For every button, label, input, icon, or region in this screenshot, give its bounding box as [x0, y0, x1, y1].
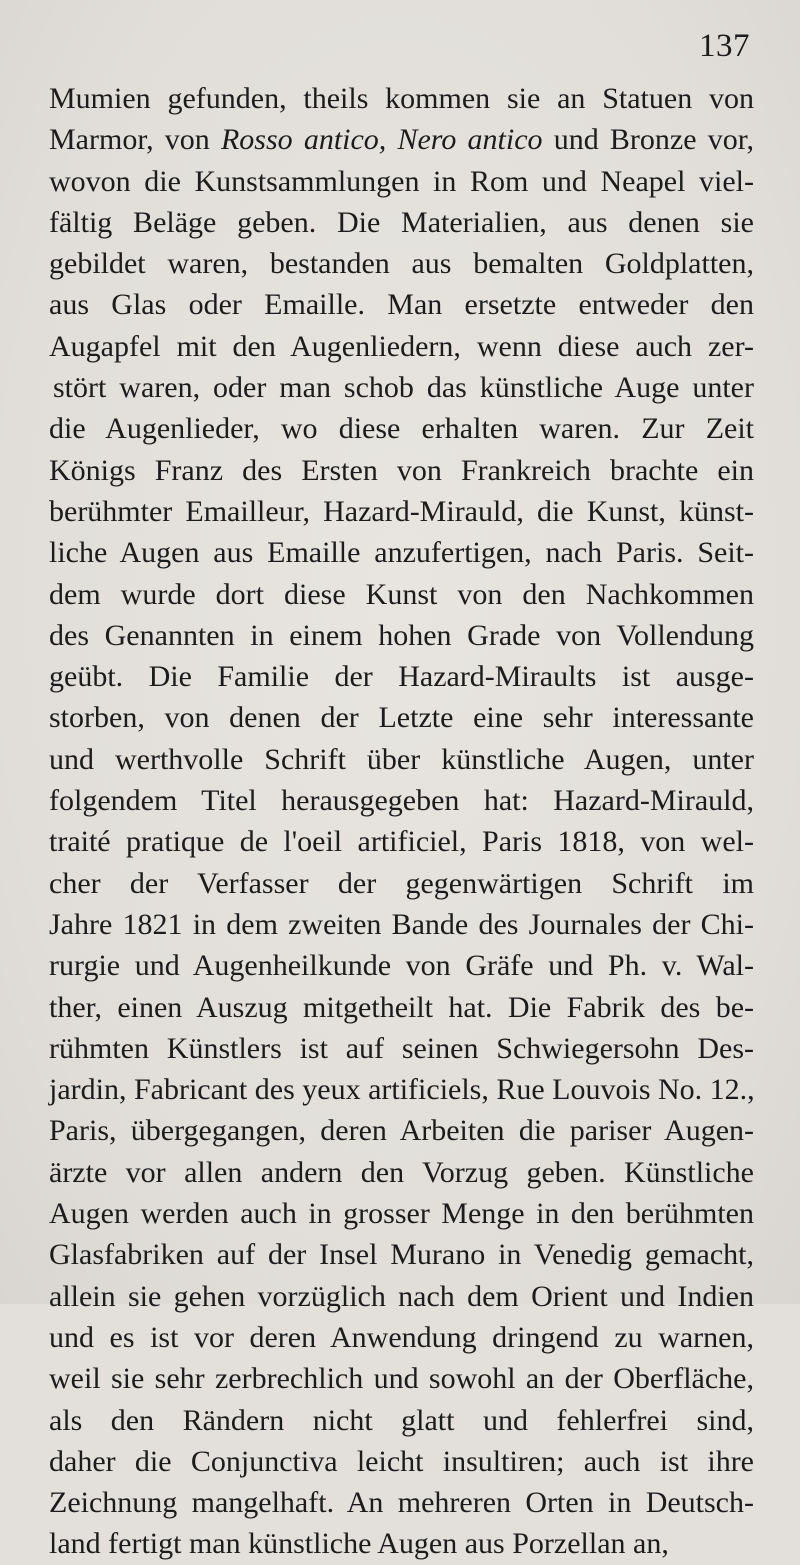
text-segment: stört waren, oder man schob das künstliche Auge unter — [53, 371, 754, 405]
text-segment: berühmter Emailleur, Hazard-Mirauld, die Kunst, künst- — [49, 494, 754, 528]
text-line — [49, 821, 754, 862]
text-segment: und werthvolle Schrift über künstliche Augen, unter — [49, 742, 754, 776]
text-line — [49, 904, 754, 945]
text-segment: Jahre 1821 in dem zweiten Bande des Journales der Chi- — [49, 907, 754, 941]
text-line — [49, 574, 754, 615]
text-segment: weil sie sehr zerbrechlich und sowohl an der Oberfläche, — [49, 1362, 754, 1396]
text-segment: rurgie und Augenheilkunde von Gräfe und Ph. v. Wal- — [49, 949, 754, 983]
text-segment: als den Rändern nicht glatt und fehlerfrei sind, — [49, 1403, 754, 1437]
text-segment: aus Glas oder Emaille. Man ersetzte entweder den — [49, 288, 754, 322]
text-line — [49, 532, 754, 573]
text-segment: wovon die Kunstsammlungen in Rom und Neapel viel- — [49, 164, 754, 198]
text-line — [49, 119, 754, 160]
text-line — [49, 780, 754, 821]
text-segment: allein sie gehen vorzüglich nach dem Orient und Indien — [49, 1279, 754, 1313]
text-line — [49, 491, 754, 532]
page-number: 137 — [699, 28, 750, 64]
text-line — [49, 1482, 754, 1523]
text-line — [49, 945, 754, 986]
text-segment: dem wurde dort diese Kunst von den Nachkommen — [49, 577, 754, 611]
text-segment: folgendem Titel herausgegeben hat: Hazard-Mirauld, — [49, 784, 754, 818]
text-segment: land fertigt man künstliche Augen aus Porzellan an, — [49, 1527, 669, 1561]
text-segment: rühmten Künstlers ist auf seinen Schwiegersohn Des- — [49, 1031, 754, 1065]
text-line — [49, 656, 754, 697]
text-segment: traité pratique de l'oeil artificiel, Paris 1818, von wel- — [49, 825, 754, 859]
text-segment: fältig Beläge geben. Die Materialien, aus denen sie — [49, 205, 754, 239]
text-line — [49, 202, 754, 243]
text-line — [49, 78, 754, 119]
text-segment: jardin, Fabricant des yeux artificiels, Rue Louvois No. 12., — [49, 1073, 755, 1107]
text-segment: die Augenlieder, wo diese erhalten waren. Zur Zeit — [49, 412, 754, 446]
text-line — [49, 1069, 754, 1110]
text-line — [49, 987, 754, 1028]
text-line — [49, 408, 754, 449]
text-segment: Marmor, von — [49, 123, 221, 157]
text-segment: gebildet waren, bestanden aus bemalten Goldplatten, — [49, 247, 754, 281]
text-line — [49, 1523, 754, 1564]
text-line — [49, 697, 754, 738]
text-line — [49, 1110, 754, 1151]
text-line — [49, 1276, 754, 1317]
text-line — [49, 243, 754, 284]
text-line — [49, 1234, 754, 1275]
text-line — [49, 367, 754, 408]
text-segment: Glasfabriken auf der Insel Murano in Venedig gemacht, — [49, 1238, 754, 1272]
text-line — [49, 1441, 754, 1482]
text-line — [49, 326, 754, 367]
italic-term: Rosso antico, Nero antico — [220, 123, 543, 157]
text-line — [49, 615, 754, 656]
text-segment: daher die Conjunctiva leicht insultiren; auch ist ihre — [49, 1444, 754, 1478]
text-segment: Paris, übergegangen, deren Arbeiten die pariser Augen- — [49, 1114, 754, 1148]
text-segment: Augapfel mit den Augenliedern, wenn diese auch zer- — [49, 329, 754, 363]
text-segment: geübt. Die Familie der Hazard-Miraults ist ausge- — [49, 660, 754, 694]
text-line — [49, 1152, 754, 1193]
text-segment: ärzte vor allen andern den Vorzug geben. Künstliche — [49, 1155, 754, 1189]
text-segment: cher der Verfasser der gegenwärtigen Schrift im — [49, 866, 754, 900]
text-line — [49, 284, 754, 325]
text-segment: liche Augen aus Emaille anzufertigen, nach Paris. Seit- — [49, 536, 754, 570]
text-line — [49, 1400, 754, 1441]
body-text — [49, 78, 754, 1565]
text-line — [49, 1028, 754, 1069]
text-line — [49, 1317, 754, 1358]
text-segment: storben, von denen der Letzte eine sehr interessante — [49, 701, 754, 735]
text-line — [49, 863, 754, 904]
text-segment: Zeichnung mangelhaft. An mehreren Orten in Deutsch- — [49, 1486, 754, 1520]
text-line — [49, 1193, 754, 1234]
text-segment: Augen werden auch in grosser Menge in den berühmten — [49, 1197, 754, 1231]
text-segment: ther, einen Auszug mitgetheilt hat. Die Fabrik des be- — [49, 990, 754, 1024]
text-segment: und Bronze vor, — [542, 123, 754, 157]
text-segment: des Genannten in einem hohen Grade von Vollendung — [49, 618, 754, 652]
text-segment: Mumien gefunden, theils kommen sie an Statuen von — [49, 82, 754, 115]
text-line — [49, 1358, 754, 1399]
text-segment: Königs Franz des Ersten von Frankreich brachte ein — [49, 453, 754, 487]
text-line — [49, 739, 754, 780]
text-segment: und es ist vor deren Anwendung dringend zu warnen, — [49, 1320, 754, 1354]
text-line — [49, 450, 754, 491]
text-line — [49, 161, 754, 202]
